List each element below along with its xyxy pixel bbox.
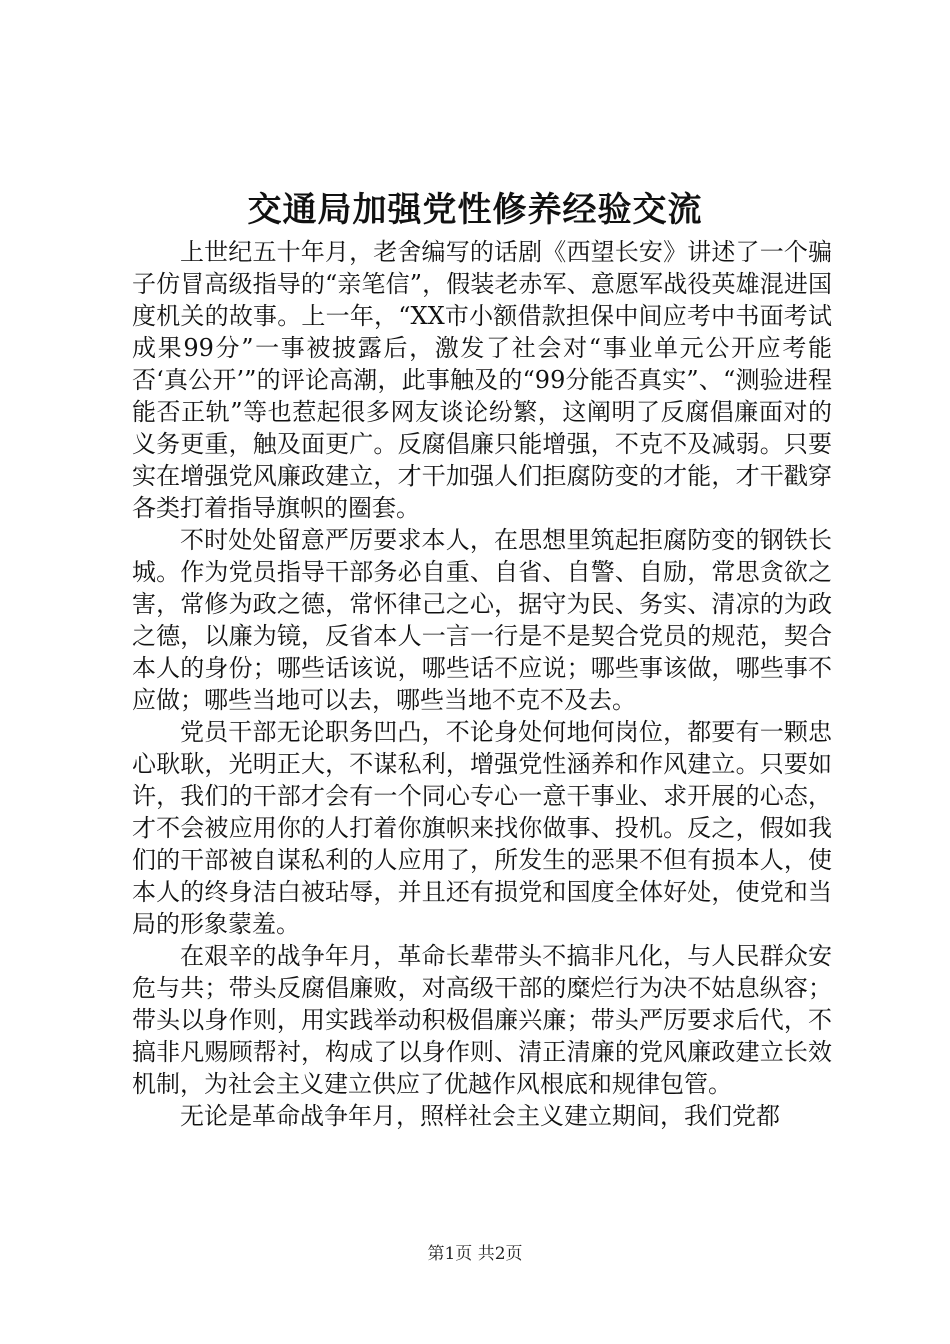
document-title: 交通局加强党性修养经验交流 (247, 190, 703, 230)
paragraph-3: 党员干部无论职务凹凸，不论身处何地何岗位，都要有一颗忠心耿耿，光明正大，不谋私利，增强党性涵养和作风建立。只要如许，我们的干部才会有一个同心专心一意干事业、求开展的心态，才不会被应用你的人打着你旗帜来找你做事、投机。反之，假如我们的干部被自谋私利的人应用了，所发生的恶果不但有损本人，使本人的终身洁白被玷辱，并且还有损党和国度全体好处，使党和当局的形象蒙羞。 (132, 718, 832, 938)
document-body (132, 236, 832, 1132)
paragraph-5: 无论是革命战争年月，照样社会主义建立期间，我们党都 (180, 1102, 780, 1130)
paragraph-2: 不时处处留意严厉要求本人，在思想里筑起拒腐防变的钢铁长城。作为党员指导干部务必自重、自省、自警、自励，常思贪欲之害，常修为政之德，常怀律己之心，据守为民、务实、清凉的为政之德，以廉为镜，反省本人一言一行是不是契合党员的规范，契合本人的身份；哪些话该说，哪些话不应说；哪些事该做，哪些事不应做；哪些当地可以去，哪些当地不克不及去。 (132, 526, 832, 714)
page-footer: 第1页 共2页 (427, 1244, 523, 1264)
paragraph-1: 上世纪五十年月，老舍编写的话剧《西望长安》讲述了一个骗子仿冒高级指导的“亲笔信”，假装老赤军、意愿军战役英雄混进国度机关的故事。上一年，“XX市小额借款担保中间应考中书面考试成果99分”一事被披露后，激发了社会对“事业单元公开应考能否‘真公开’”的评论高潮，此事触及的“99分能否真实”、“测验进程能否正轨”等也惹起很多网友谈论纷繁，这阐明了反腐倡廉面对的义务更重，触及面更广。反腐倡廉只能增强，不克不及减弱。只要实在增强党风廉政建立，才干加强人们拒腐防变的才能，才干戳穿各类打着指导旗帜的圈套。 (132, 238, 832, 522)
paragraph-4: 在艰辛的战争年月，革命长辈带头不搞非凡化，与人民群众安危与共；带头反腐倡廉败，对高级干部的糜烂行为决不姑息纵容；带头以身作则，用实践举动积极倡廉兴廉；带头严厉要求后代，不搞非凡赐顾帮衬，构成了以身作则、清正清廉的党风廉政建立长效机制，为社会主义建立供应了优越作风根底和规律包管。 (132, 942, 832, 1098)
